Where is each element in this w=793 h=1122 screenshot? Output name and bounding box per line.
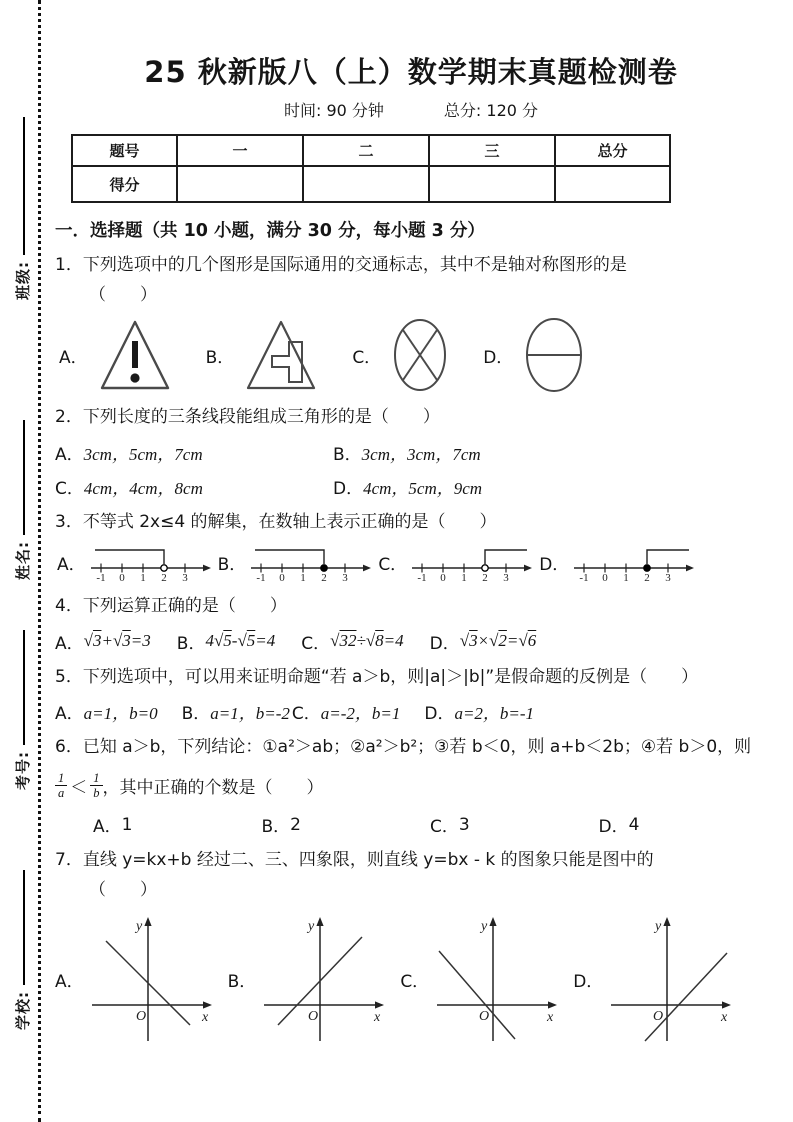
q2-options-row-2 xyxy=(55,474,767,499)
question-5-options xyxy=(55,699,767,724)
q5-option-a xyxy=(55,699,158,724)
tick-label: 2 xyxy=(160,572,167,583)
exam-number-blank-line xyxy=(23,630,25,745)
question-2-text: 2．下列长度的三条线段能组成三角形的是（ ） xyxy=(55,407,440,427)
q3-option-b xyxy=(218,541,373,583)
tick-label: -1 xyxy=(96,572,106,583)
q7-option-c xyxy=(400,913,559,1045)
y-axis-label: y xyxy=(655,919,662,935)
page-title: 25 秋新版八（上）数学期末真题检测卷 xyxy=(144,55,678,89)
question-7-text: 7．直线 y=kx+b 经过二、三、四象限，则直线 y=bx - k 的图象只能是图中的 xyxy=(55,850,654,871)
q5-option-c-label: C． xyxy=(291,704,321,724)
origin-label: O xyxy=(479,1009,490,1025)
q3-option-c-label: C． xyxy=(378,554,408,575)
q3-option-c xyxy=(378,541,533,583)
tick-label: 3 xyxy=(342,572,349,583)
q6-option-d xyxy=(599,812,768,837)
school-blank-line xyxy=(23,870,25,985)
q6-option-a-value: 1 xyxy=(121,814,133,835)
q1-option-a-label: A． xyxy=(59,347,88,368)
margin-field-exam-number xyxy=(9,580,35,790)
q6-option-c-value: 3 xyxy=(458,814,470,835)
q5-option-c xyxy=(292,699,400,724)
q4-option-b-value: 4√5-√5=4 xyxy=(205,631,276,650)
q4-option-b-label: B． xyxy=(176,633,206,654)
q4-option-b xyxy=(177,629,276,654)
q5-option-d-label: D． xyxy=(424,704,455,724)
t-junction-triangle-figure xyxy=(244,316,318,394)
question-1-options xyxy=(59,316,767,394)
q6-option-b-value: 2 xyxy=(290,814,301,835)
graph-negative-slope-positive-intercept-figure xyxy=(86,913,214,1045)
q5-option-a-label: A． xyxy=(55,704,84,724)
q1-option-b xyxy=(206,316,319,394)
score-table xyxy=(71,134,671,203)
graph-positive-slope-negative-intercept-figure xyxy=(605,913,733,1045)
exam-meta-line xyxy=(55,98,767,121)
number-line-open-circle-left-ray-figure xyxy=(88,541,212,583)
y-axis-label: y xyxy=(481,919,488,935)
score-table-header-row xyxy=(72,135,670,166)
tick-label: 3 xyxy=(665,572,672,583)
tick-label: 2 xyxy=(482,572,488,583)
exam-number-label: 考号: xyxy=(13,751,32,790)
question-6-options xyxy=(93,812,767,837)
origin-label: O xyxy=(653,1009,664,1025)
number-line-closed-circle-left-ray-figure xyxy=(248,541,372,583)
question-4-options xyxy=(55,629,767,654)
q3-option-d xyxy=(539,541,695,583)
q3-option-b-label: B． xyxy=(217,554,247,575)
q6-option-c xyxy=(430,812,599,837)
q4-option-c-value: √32÷√8=4 xyxy=(330,631,404,650)
q2-options-row-1 xyxy=(55,440,767,465)
q1-option-d-label: D． xyxy=(483,347,514,368)
q4-option-d-value: √3×√2=√6 xyxy=(459,631,537,650)
q4-option-c xyxy=(301,629,403,654)
q2-option-b-label: B． xyxy=(333,444,362,465)
tick-label: 2 xyxy=(321,572,328,583)
q6-option-b-label: B． xyxy=(261,817,291,838)
q4-option-d-label: D． xyxy=(429,633,460,654)
q7-option-b xyxy=(228,913,387,1045)
q5-option-a-value: a=1，b=0 xyxy=(83,704,158,723)
q7-option-a xyxy=(55,913,214,1045)
less-than-sign: ＜ xyxy=(70,777,88,798)
tick-label: 0 xyxy=(279,572,286,583)
q6-option-b xyxy=(262,812,431,837)
q2-option-d-value: 4cm，5cm，9cm xyxy=(363,478,483,498)
q5-option-b-label: B． xyxy=(181,704,211,724)
q6-option-c-label: C． xyxy=(430,817,459,838)
total-score-text: 总分: 120 分 xyxy=(443,101,539,120)
fraction-numerator: 1 xyxy=(55,771,67,786)
q2-option-a-value: 3cm，5cm，7cm xyxy=(83,444,203,464)
q3-option-a-label: A． xyxy=(57,554,86,575)
question-6-text-line2 xyxy=(55,771,767,801)
q2-option-a xyxy=(55,440,333,465)
graph-negative-slope-negative-intercept-figure xyxy=(431,913,559,1045)
q5-option-d xyxy=(424,699,534,724)
question-1-text: 1．下列选项中的几个图形是国际通用的交通标志，其中不是轴对称图形的是 xyxy=(55,255,627,275)
tick-label: -1 xyxy=(256,572,266,583)
name-label: 姓名: xyxy=(13,541,32,580)
q1-option-b-label: B． xyxy=(205,347,235,368)
x-axis-label: x xyxy=(374,1010,381,1026)
question-3-text: 3．不等式 2x≤4 的解集，在数轴上表示正确的是（ ） xyxy=(55,511,497,532)
q4-option-c-label: C． xyxy=(301,633,331,654)
question-5-text: 5．下列选项中，可以用来证明命题“若 a＞b，则|a|＞|b|”是假命题的反例是（ ） xyxy=(55,666,699,687)
tick-label: 3 xyxy=(181,572,188,583)
fraction-one-over-b xyxy=(90,771,102,801)
x-axis-label: x xyxy=(721,1010,728,1026)
time-limit-text: 时间: 90 分钟 xyxy=(283,101,384,120)
q7-option-d xyxy=(573,913,733,1045)
q6-option-a-label: A． xyxy=(93,817,122,838)
question-6-text-line1: 6．已知 a＞b，下列结论：①a²＞ab；②a²＞b²；③若 b＜0，则 a+b＜2b；④若 b＞0，则 xyxy=(55,737,752,757)
score-table-cell-part-one: 一 xyxy=(177,135,303,166)
tick-label: 0 xyxy=(118,572,125,583)
q6-option-d-value: 4 xyxy=(628,814,640,835)
tick-label: -1 xyxy=(417,572,427,583)
q4-option-a xyxy=(55,629,151,654)
tick-label: 2 xyxy=(644,572,651,583)
margin-field-class xyxy=(9,90,35,300)
q1-option-c xyxy=(352,316,449,394)
q5-option-d-value: a=2，b=-1 xyxy=(454,704,535,723)
score-blank-cell xyxy=(555,166,670,202)
graph-positive-slope-positive-intercept-figure xyxy=(258,913,386,1045)
q7-option-d-label: D． xyxy=(573,971,604,992)
score-table-cell-total: 总分 xyxy=(555,135,670,166)
q3-option-a xyxy=(57,541,212,583)
q2-option-c-value: 4cm，4cm，8cm xyxy=(83,478,203,498)
binding-dotted-line xyxy=(38,0,41,1122)
question-7-answer-bracket: （ ） xyxy=(89,879,157,900)
y-axis-label: y xyxy=(135,919,142,935)
number-line-closed-circle-right-ray-figure xyxy=(571,541,695,583)
q5-option-b-value: a=1，b=-2 xyxy=(210,704,290,723)
q2-option-d xyxy=(333,474,611,499)
score-row-label: 得分 xyxy=(72,166,177,202)
score-blank-cell xyxy=(177,166,303,202)
class-blank-line xyxy=(23,117,25,255)
y-axis-label: y xyxy=(308,919,315,935)
margin-field-school xyxy=(9,820,35,1030)
fraction-numerator: 1 xyxy=(90,771,102,786)
q6-option-a xyxy=(93,812,262,837)
score-table-score-row xyxy=(72,166,670,202)
tick-label: 1 xyxy=(139,572,146,583)
question-1-answer-bracket: （ ） xyxy=(89,284,157,305)
q5-option-b xyxy=(182,699,290,724)
tick-label: 1 xyxy=(300,572,307,583)
q4-option-a-label: A． xyxy=(55,633,84,654)
q6-option-d-label: D． xyxy=(598,817,629,838)
number-line-open-circle-right-ray-figure xyxy=(409,541,533,583)
tick-label: 1 xyxy=(623,572,630,583)
score-blank-cell xyxy=(429,166,555,202)
x-axis-label: x xyxy=(547,1010,554,1026)
q4-option-d xyxy=(430,629,537,654)
tick-label: 1 xyxy=(461,572,467,583)
q7-option-b-label: B． xyxy=(227,971,257,992)
origin-label: O xyxy=(135,1009,146,1025)
q3-option-d-label: D． xyxy=(539,554,570,575)
paper-content xyxy=(55,0,767,1045)
score-table-cell-part-three: 三 xyxy=(429,135,555,166)
margin-field-name xyxy=(9,370,35,580)
q7-option-a-label: A． xyxy=(55,971,84,992)
fraction-denominator: a xyxy=(58,785,65,800)
tick-label: -1 xyxy=(579,572,589,583)
q5-option-c-value: a=-2，b=1 xyxy=(320,704,401,723)
question-6-line2-rest: ，其中正确的个数是（ ） xyxy=(102,777,324,798)
q2-option-b xyxy=(333,440,611,465)
name-blank-line xyxy=(23,420,25,535)
q2-option-c xyxy=(55,474,333,499)
q2-option-c-label: C． xyxy=(55,478,84,499)
section-one-heading: 一．选择题（共 10 小题，满分 30 分，每小题 3 分） xyxy=(55,221,485,241)
fraction-one-over-a xyxy=(55,771,67,801)
q2-option-b-value: 3cm，3cm，7cm xyxy=(361,444,481,464)
q4-option-a-value: √3+√3=3 xyxy=(83,631,151,650)
x-axis-label: x xyxy=(201,1010,208,1026)
crossed-circle-figure xyxy=(391,316,449,394)
origin-label: O xyxy=(308,1009,319,1025)
warning-exclamation-triangle-figure xyxy=(98,316,172,394)
q7-option-c-label: C． xyxy=(400,971,430,992)
question-2-options xyxy=(55,440,767,499)
class-label: 班级: xyxy=(13,261,32,300)
q2-option-d-label: D． xyxy=(333,478,364,499)
q1-option-d xyxy=(483,316,585,394)
horizontal-bar-circle-figure xyxy=(523,316,585,394)
tick-label: 3 xyxy=(503,572,509,583)
q1-option-c-label: C． xyxy=(352,347,382,368)
score-table-cell-question-number: 题号 xyxy=(72,135,177,166)
q1-option-a xyxy=(59,316,172,394)
tick-label: 0 xyxy=(602,572,609,583)
score-blank-cell xyxy=(303,166,429,202)
question-3-options xyxy=(57,541,767,583)
fraction-denominator: b xyxy=(93,785,100,800)
tick-label: 0 xyxy=(440,572,446,583)
school-label: 学校: xyxy=(13,991,32,1030)
q2-option-a-label: A． xyxy=(55,444,84,465)
question-7-options xyxy=(55,913,767,1045)
question-4-text: 4．下列运算正确的是（ ） xyxy=(55,596,287,616)
score-table-cell-part-two: 二 xyxy=(303,135,429,166)
